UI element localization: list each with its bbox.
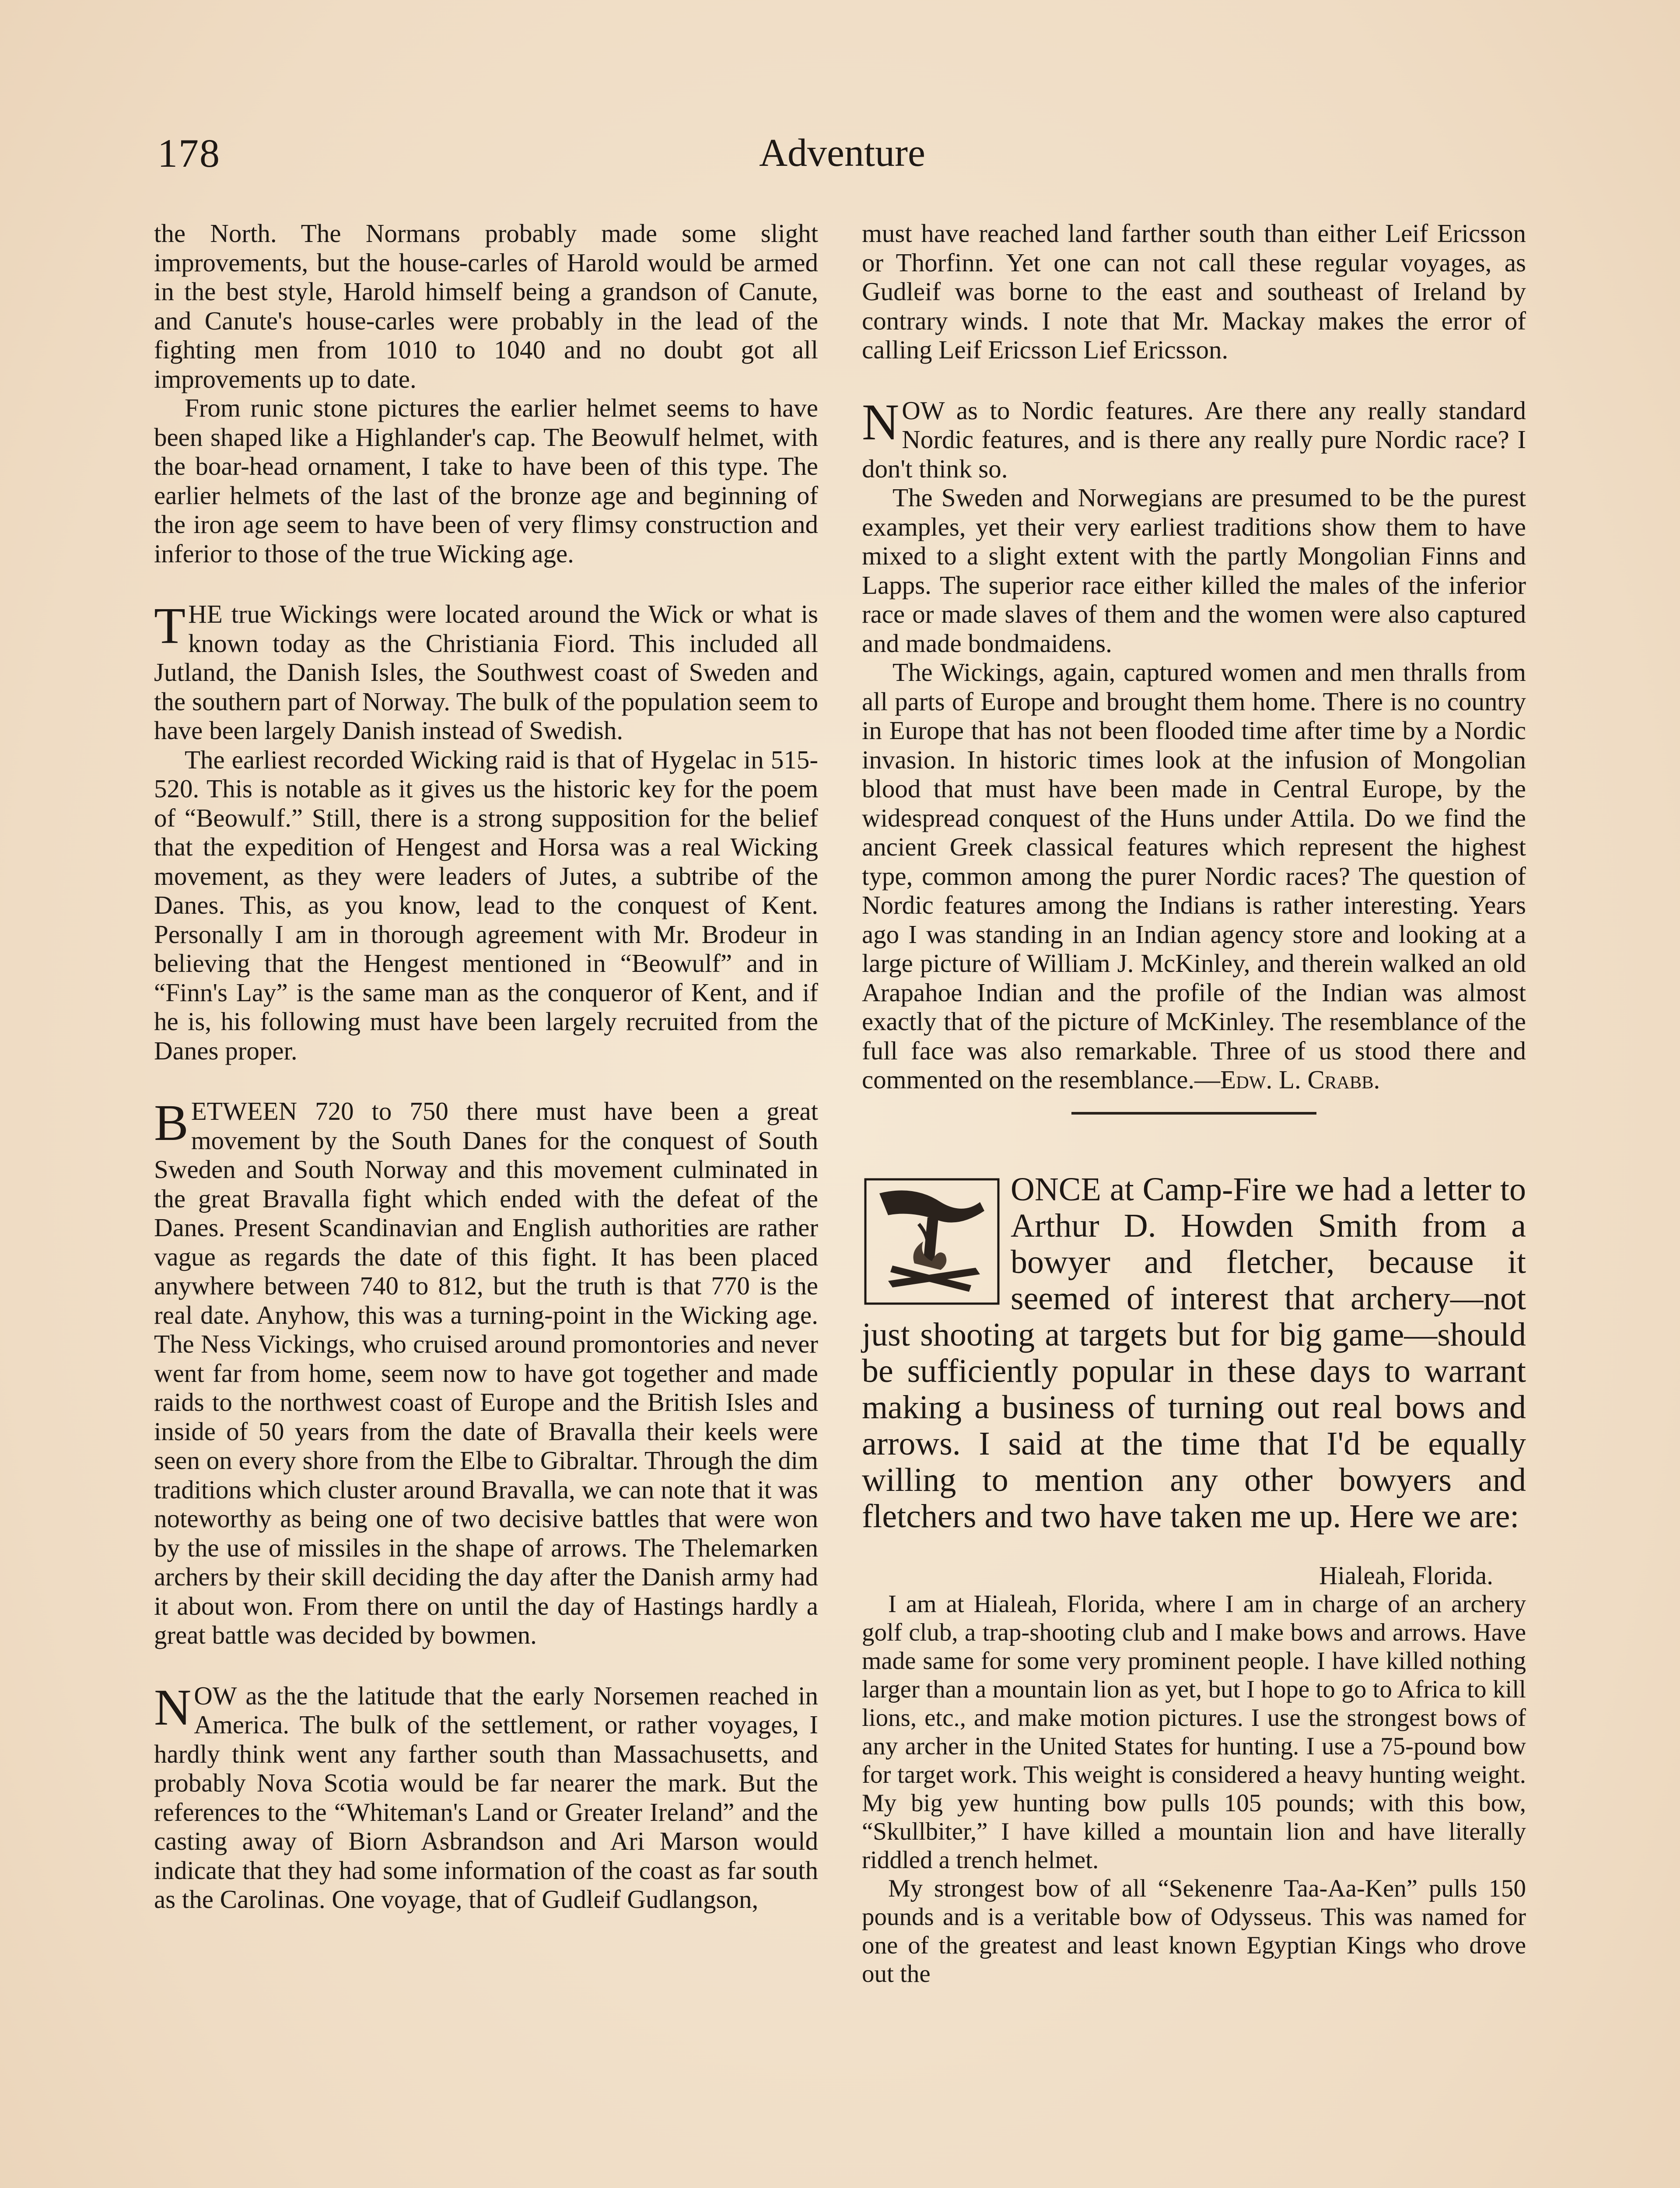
campfire-initial-illustration (862, 1176, 1002, 1307)
section-divider (1071, 1112, 1316, 1115)
paragraph: The Sweden and Norwegians are presumed to be the purest examples, yet their very earliest traditions show them to have mixed to a slight extent with the partly Mongolian Finns and Lapps. The superior race either killed the males of the inferior race or made slaves of them and the women were also captured and made bondmaidens. (862, 483, 1526, 658)
section-paragraph-latitude (154, 1678, 818, 1914)
paragraph: I am at Hialeah, Florida, where I am in charge of an archery golf club, a trap-shooting club and I make bows and arrows. Have made same for some very prominent people. I have killed nothing larger than a mountain lion as yet, but I hope to go to Africa to kill lions, etc., and make motion pictures. I use the strongest bows of any archer in the United States for hunting. I use a 75-pound bow for target work. This weight is considered a heavy hunting weight. My big yew hunting bow pulls 105 pounds; with this bow, “Skullbiter,” I have killed a mountain lion and have literally riddled a trench helmet. (862, 1590, 1526, 1874)
paragraph (862, 658, 1526, 1094)
paragraph: the North. The Normans probably made some slight improvements, but the house-carles of Harold would be armed in the best style, Harold himself being a grandson of Canute, and Canute's house-carles were probably in the lead of the fighting men from 1010 to 1040 and no doubt got all improvements up to date. (154, 219, 818, 393)
author-signature: Edw. L. Crabb. (1220, 1065, 1380, 1094)
paragraph-text: as the the latitude that the early Norsemen reached in America. The bulk of the settlement, or rather voyages, I hardly think went any farther south than Massachusetts, and probably Nova Scotia would be far nearer the mark. But the references to the “Whiteman's Land or Greater Ireland” and the casting away of Biorn Asbrandson and Ari Marson would indicate that they had some information of the coast as far south as the Carolinas. One voyage, that of Gudleif Gudlangson, (154, 1681, 818, 1914)
paragraph: The earliest recorded Wicking raid is that of Hygelac in 515-520. This is notable as it gives us the historic key for the poem of “Beowulf.” Still, there is a strong supposition for the belief that the expedition of Hengest and Horsa was a real Wicking movement, as they were leaders of Jutes, a subtribe of the Danes. This, as you know, lead to the conquest of Kent. Personally I am in thorough agreement with Mr. Brodeur in believing that the Hengest mentioned in “Beowulf” and in “Finn's Lay” is the same man as the conqueror of Kent, and if he is, his following must have been largely recruited from the Danes proper. (154, 745, 818, 1065)
paragraph-text: The Wickings, again, captured women and men thralls from all parts of Europe and brought them home. There is no country in Europe that has not been flooded time after time by a Nordic invasion. In historic times look at the infusion of Mongolian blood that must have been made in Central Europe, by the widespread conquest of the Huns under Attila. Do we find the ancient Greek classical features which represent the highest type, common among the purer Nordic races? The question of Nordic features among the Indians is rather interesting. Years ago I was standing in an Indian agency store and looking at a large picture of William J. McKinley, and therein walked an old Arapahoe Indian and the profile of the Indian was almost exactly that of the picture of McKinley. The resemblance of the full face was also remarkable. Three of us stood there and commented on the resemblance.— (862, 658, 1526, 1094)
section-paragraph-wickings (154, 597, 818, 745)
drop-cap: N (154, 1678, 192, 1736)
cap-word: HE (188, 600, 223, 628)
cap-word: OW (194, 1681, 237, 1710)
paragraph-text: as to Nordic features. Are there any really standard Nordic features, and is there any really pure Nordic race? I don't think so. (862, 396, 1526, 483)
section-paragraph-nordic (862, 393, 1526, 484)
letter-body (862, 1590, 1526, 1988)
drop-cap: T (154, 597, 186, 654)
page-number: 178 (158, 131, 220, 175)
section-paragraph-bravalla (154, 1094, 818, 1650)
left-column (154, 219, 818, 1914)
paragraph: From runic stone pictures the earlier helmet seems to have been shaped like a Highlander's cap. The Beowulf helmet, with the boar-head ornament, I take to have been of this type. The earlier helmets of the last of the bronze age and beginning of the iron age seem to have been of very flimsy construction and inferior to those of the true Wicking age. (154, 393, 818, 568)
cap-word: OW (902, 396, 945, 425)
page-header (158, 129, 1527, 186)
feature-text: ONCE at Camp-Fire we had a letter to Arthur D. Howden Smith from a bowyer and fletcher, because it seemed of interest that archery—not just shooting at targets but for big game—should be sufficiently popular in these days to warrant making a business of turning out real bows and arrows. I said at the time that I'd be equally willing to mention any other bowyers and fletchers and two have taken me up. Here we are: (862, 1171, 1526, 1535)
paragraph-text: true Wickings were located around the Wick or what is known today as the Christiania Fiord. This included all Jutland, the Danish Isles, the Southwest coast of Sweden and the southern part of Norway. The bulk of the population seem to have been largely Danish instead of Swedish. (154, 600, 818, 745)
right-column (862, 219, 1526, 1988)
drop-cap: N (862, 393, 900, 451)
magazine-title: Adventure (759, 131, 925, 175)
letter-location: Hialeah, Florida. (1319, 1560, 1493, 1590)
drop-cap: B (154, 1094, 189, 1151)
paragraph: My strongest bow of all “Sekenenre Taa-Aa-Ken” pulls 150 pounds and is a veritable bow of Odysseus. This was named for one of the greatest and least known Egyptian Kings who drove out the (862, 1875, 1526, 1988)
paragraph-text: 720 to 750 there must have been a great movement by the South Danes for the conquest of South Sweden and South Norway and this movement culminated in the great Bravalla fight which ended with the defeat of the Danes. Present Scandinavian and English authorities are rather vague as regards the date of this fight. It has been placed anywhere between 740 to 812, but the truth is that 770 is the real date. Anyhow, this was a turning-point in the Wicking age. The Ness Vickings, who cruised around promontories and never went far from home, seem now to have got together and made raids to the northwest coast of Europe and the British Isles and inside of 50 years from the date of Bravalla their keels were seen on every shore from the Elbe to Gibraltar. Through the dim traditions which cluster around Bravalla, we can note that it was noteworthy as being one of two decisive battles that were won by the use of missiles in the shape of arrows. The Thelemarken archers by their skill deciding the day after the Danish army had it about won. From there on until the day of Hastings hardly a great battle was decided by bowmen. (154, 1097, 818, 1649)
paragraph: must have reached land farther south than either Leif Ericsson or Thorfinn. Yet one can not call these regular voyages, as Gudleif was borne to the east and southeast of Ireland by contrary winds. I note that Mr. Mackay makes the error of calling Leif Ericsson Lief Ericsson. (862, 219, 1526, 364)
cap-word: ETWEEN (191, 1097, 298, 1126)
feature-intro (862, 1171, 1526, 1535)
